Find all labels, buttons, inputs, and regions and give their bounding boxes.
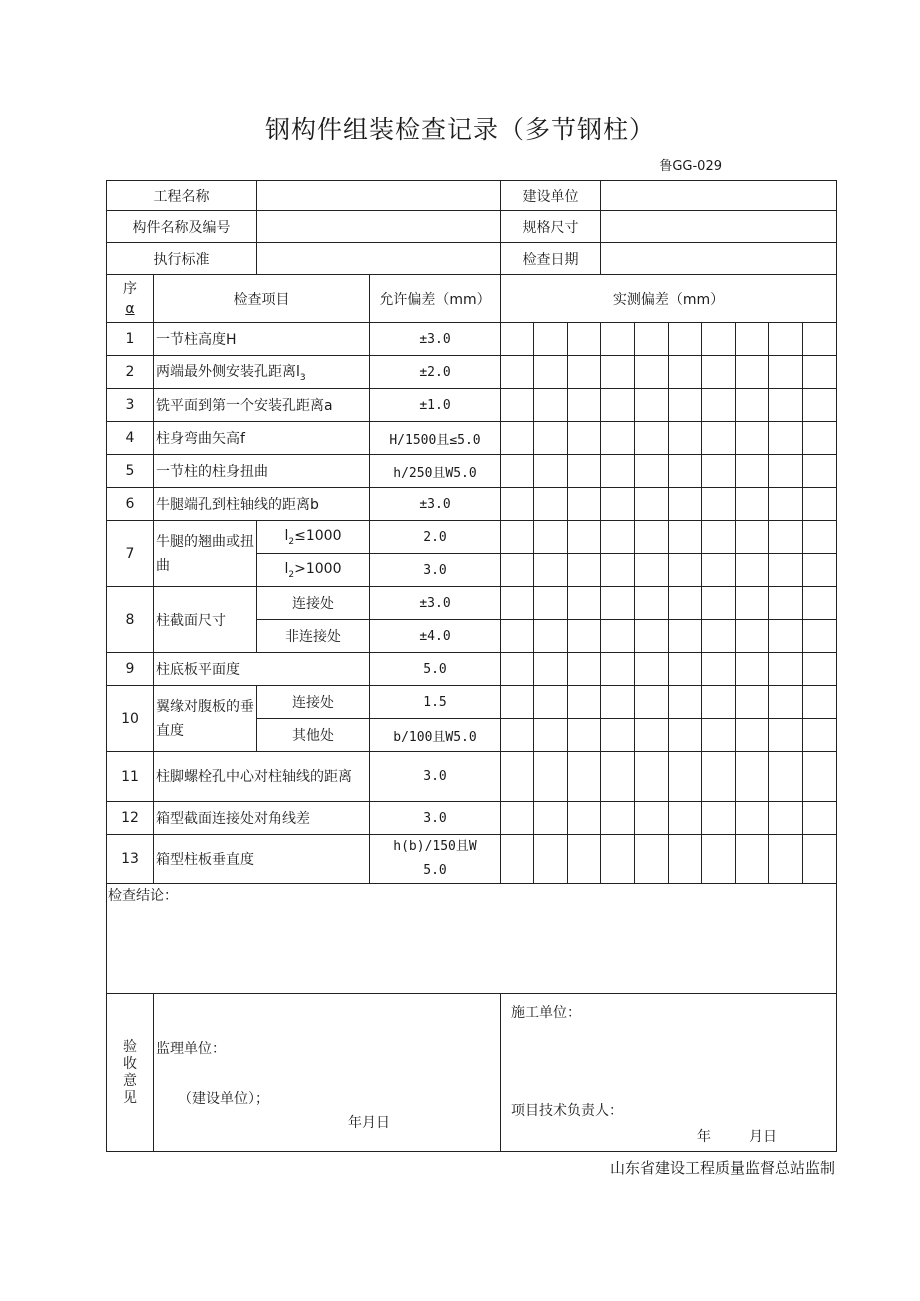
measure-cell[interactable] xyxy=(534,323,568,356)
supervisor-section[interactable] xyxy=(154,994,501,1152)
measure-cell[interactable] xyxy=(568,356,601,389)
row-item: 柱截面尺寸 xyxy=(154,587,257,653)
measure-cell[interactable] xyxy=(534,455,568,488)
measure-cell[interactable] xyxy=(769,455,803,488)
table-row xyxy=(107,752,837,802)
measure-cell[interactable] xyxy=(635,554,669,587)
measure-cell[interactable] xyxy=(601,323,635,356)
measure-cell[interactable] xyxy=(568,686,601,719)
measure-cell[interactable] xyxy=(534,488,568,521)
table-row xyxy=(107,521,837,554)
measure-cell[interactable] xyxy=(736,521,769,554)
contractor-date-year: 年 xyxy=(697,1129,711,1145)
form-code: 鲁GG-029 xyxy=(659,159,722,174)
table-row xyxy=(107,422,837,455)
row-number: 13 xyxy=(107,835,154,884)
page-title: 钢构件组装检查记录（多节钢柱） xyxy=(264,115,655,144)
row-number: 9 xyxy=(107,653,154,686)
measure-cell[interactable] xyxy=(769,422,803,455)
contractor-date-monthday: 月日 xyxy=(749,1129,777,1145)
table-row xyxy=(107,323,837,356)
measure-cell[interactable] xyxy=(601,835,635,884)
measure-cell[interactable] xyxy=(635,653,669,686)
measure-cell[interactable] xyxy=(534,752,568,802)
seq-header xyxy=(107,275,154,323)
row-item: 柱底板平面度 xyxy=(154,653,370,686)
measure-cell[interactable] xyxy=(635,455,669,488)
measure-cell[interactable] xyxy=(669,554,702,587)
project-name-value[interactable] xyxy=(257,181,501,211)
measure-cell[interactable] xyxy=(702,488,736,521)
table-row xyxy=(107,488,837,521)
measure-cell[interactable] xyxy=(501,554,534,587)
measure-cell[interactable] xyxy=(669,835,702,884)
row-subitem-subscript: 2 xyxy=(288,569,295,580)
table-row xyxy=(107,686,837,719)
row-number: 11 xyxy=(107,752,154,802)
measure-cell[interactable] xyxy=(736,488,769,521)
measure-cell[interactable] xyxy=(769,802,803,835)
measure-cell[interactable] xyxy=(501,620,534,653)
row-tolerance: ±3.0 xyxy=(370,488,501,521)
row-tolerance: ±4.0 xyxy=(370,620,501,653)
measure-cell[interactable] xyxy=(702,835,736,884)
measure-cell[interactable] xyxy=(568,455,601,488)
measure-cell[interactable] xyxy=(736,620,769,653)
row-tolerance: 2.0 xyxy=(370,521,501,554)
measure-cell[interactable] xyxy=(702,620,736,653)
measure-cell[interactable] xyxy=(568,389,601,422)
contractor-unit-label: 施工单位： xyxy=(511,1005,581,1021)
row-subitem: 连接处 xyxy=(257,587,370,620)
measure-cell[interactable] xyxy=(702,455,736,488)
row-tolerance: 3.0 xyxy=(370,554,501,587)
row-number: 12 xyxy=(107,802,154,835)
measure-cell[interactable] xyxy=(702,554,736,587)
measure-cell[interactable] xyxy=(803,752,837,802)
measure-cell[interactable] xyxy=(736,653,769,686)
measure-cell[interactable] xyxy=(669,455,702,488)
measure-cell[interactable] xyxy=(635,323,669,356)
measure-cell[interactable] xyxy=(501,719,534,752)
measure-cell[interactable] xyxy=(568,752,601,802)
measure-cell[interactable] xyxy=(534,719,568,752)
measure-cell[interactable] xyxy=(736,686,769,719)
row-item: 铣平面到第一个安装孔距离a xyxy=(154,389,370,422)
measure-cell[interactable] xyxy=(736,356,769,389)
measure-cell[interactable] xyxy=(501,356,534,389)
row-item-text: 两端最外侧安装孔距离l xyxy=(156,364,300,381)
builder-unit-paren-label: （建设单位）； xyxy=(178,1091,269,1107)
measure-cell[interactable] xyxy=(601,455,635,488)
measure-cell[interactable] xyxy=(803,455,837,488)
measure-cell[interactable] xyxy=(803,719,837,752)
measure-cell[interactable] xyxy=(702,752,736,802)
measured-header: 实测偏差（mm） xyxy=(501,275,837,323)
builder-unit-value[interactable] xyxy=(601,181,837,211)
row-tolerance xyxy=(370,835,501,884)
measure-cell[interactable] xyxy=(736,587,769,620)
measure-cell[interactable] xyxy=(769,686,803,719)
measure-cell[interactable] xyxy=(568,653,601,686)
measure-cell[interactable] xyxy=(669,521,702,554)
row-tolerance: 1.5 xyxy=(370,686,501,719)
measure-cell[interactable] xyxy=(501,455,534,488)
table-row xyxy=(107,587,837,620)
row-item: 柱脚螺栓孔中心对柱轴线的距离 xyxy=(154,752,370,802)
row-number: 7 xyxy=(107,521,154,587)
measure-cell[interactable] xyxy=(803,686,837,719)
measure-cell[interactable] xyxy=(568,521,601,554)
measure-cell[interactable] xyxy=(601,752,635,802)
measure-cell[interactable] xyxy=(534,835,568,884)
measure-cell[interactable] xyxy=(534,653,568,686)
measure-cell[interactable] xyxy=(702,802,736,835)
measure-cell[interactable] xyxy=(736,752,769,802)
measure-cell[interactable] xyxy=(635,356,669,389)
seq-header-bottom: α xyxy=(125,300,135,317)
measure-cell[interactable] xyxy=(534,422,568,455)
seq-header-top: 序 xyxy=(123,280,137,297)
measure-cell[interactable] xyxy=(635,686,669,719)
row-number: 10 xyxy=(107,686,154,752)
row-tolerance: h/250且W5.0 xyxy=(370,455,501,488)
measure-cell[interactable] xyxy=(803,835,837,884)
table-row xyxy=(107,455,837,488)
measure-cell[interactable] xyxy=(769,323,803,356)
component-name-value[interactable] xyxy=(257,211,501,243)
row-subitem: 非连接处 xyxy=(257,620,370,653)
measure-cell[interactable] xyxy=(568,802,601,835)
measure-cell[interactable] xyxy=(601,620,635,653)
row-subitem: 其他处 xyxy=(257,719,370,752)
measure-cell[interactable] xyxy=(736,455,769,488)
supervisor-date: 年月日 xyxy=(348,1115,390,1131)
conclusion-area[interactable] xyxy=(107,884,837,994)
measure-cell[interactable] xyxy=(736,323,769,356)
row-item: 牛腿端孔到柱轴线的距离b xyxy=(154,488,370,521)
measure-cell[interactable] xyxy=(534,521,568,554)
measure-cell[interactable] xyxy=(736,835,769,884)
row-subitem xyxy=(257,521,370,554)
row-number: 2 xyxy=(107,356,154,389)
row-subitem-post: >1000 xyxy=(294,560,342,577)
measure-cell[interactable] xyxy=(534,620,568,653)
row-tolerance: H/1500且≤5.0 xyxy=(370,422,501,455)
footer-issuer: 山东省建设工程质量监督总站监制 xyxy=(609,1159,835,1177)
row-number: 3 xyxy=(107,389,154,422)
measure-cell[interactable] xyxy=(635,802,669,835)
row-item: 箱型截面连接处对角线差 xyxy=(154,802,370,835)
measure-cell[interactable] xyxy=(635,752,669,802)
measure-cell[interactable] xyxy=(669,802,702,835)
measure-cell[interactable] xyxy=(702,686,736,719)
measure-cell[interactable] xyxy=(769,620,803,653)
builder-unit-label: 建设单位 xyxy=(501,181,601,211)
measure-cell[interactable] xyxy=(568,488,601,521)
measure-cell[interactable] xyxy=(769,719,803,752)
acceptance-label xyxy=(107,994,154,1152)
project-name-label: 工程名称 xyxy=(107,181,257,211)
measure-cell[interactable] xyxy=(568,587,601,620)
measure-cell[interactable] xyxy=(736,422,769,455)
row-item xyxy=(154,356,370,389)
row-item: 翼缘对腹板的垂直度 xyxy=(154,686,257,752)
row-tolerance-line2: 5.0 xyxy=(423,863,447,878)
row-tolerance: 3.0 xyxy=(370,802,501,835)
measure-cell[interactable] xyxy=(501,422,534,455)
row-item: 一节柱高度H xyxy=(154,323,370,356)
measure-cell[interactable] xyxy=(669,620,702,653)
row-item: 柱身弯曲矢高f xyxy=(154,422,370,455)
measure-cell[interactable] xyxy=(635,389,669,422)
table-row xyxy=(107,835,837,884)
measure-cell[interactable] xyxy=(534,554,568,587)
measure-cell[interactable] xyxy=(601,389,635,422)
supervisor-unit-label: 监理单位： xyxy=(156,1041,226,1057)
measure-cell[interactable] xyxy=(568,422,601,455)
measure-cell[interactable] xyxy=(702,422,736,455)
measure-cell[interactable] xyxy=(601,554,635,587)
row-subitem-post: ≤1000 xyxy=(294,527,342,544)
row-item: 箱型柱板垂直度 xyxy=(154,835,370,884)
inspection-date-label: 检查日期 xyxy=(501,243,601,275)
table-row xyxy=(107,653,837,686)
tolerance-header: 允许偏差（mm） xyxy=(370,275,501,323)
row-subitem-pre: l xyxy=(284,560,289,577)
measure-cell[interactable] xyxy=(501,323,534,356)
measure-cell[interactable] xyxy=(803,802,837,835)
measure-cell[interactable] xyxy=(568,554,601,587)
measure-cell[interactable] xyxy=(803,389,837,422)
measure-cell[interactable] xyxy=(501,653,534,686)
measure-cell[interactable] xyxy=(803,323,837,356)
measure-cell[interactable] xyxy=(501,752,534,802)
row-tolerance: ±3.0 xyxy=(370,323,501,356)
table-row xyxy=(107,356,837,389)
measure-cell[interactable] xyxy=(501,389,534,422)
measure-cell[interactable] xyxy=(702,719,736,752)
row-subitem: 连接处 xyxy=(257,686,370,719)
measure-cell[interactable] xyxy=(769,521,803,554)
measure-cell[interactable] xyxy=(803,422,837,455)
measure-cell[interactable] xyxy=(669,653,702,686)
measure-cell[interactable] xyxy=(803,521,837,554)
measure-cell[interactable] xyxy=(501,835,534,884)
measure-cell[interactable] xyxy=(568,323,601,356)
contractor-section[interactable] xyxy=(501,994,837,1152)
spec-size-value[interactable] xyxy=(601,211,837,243)
standard-value[interactable] xyxy=(257,243,501,275)
acceptance-char: 意 xyxy=(123,1072,137,1089)
measure-cell[interactable] xyxy=(702,587,736,620)
measure-cell[interactable] xyxy=(534,802,568,835)
measure-cell[interactable] xyxy=(534,389,568,422)
measure-cell[interactable] xyxy=(635,488,669,521)
measure-cell[interactable] xyxy=(803,488,837,521)
tech-lead-label: 项目技术负责人： xyxy=(511,1103,623,1119)
measure-cell[interactable] xyxy=(669,752,702,802)
measure-cell[interactable] xyxy=(601,521,635,554)
measure-cell[interactable] xyxy=(669,389,702,422)
measure-cell[interactable] xyxy=(568,620,601,653)
row-tolerance-line1: h(b)/150且W xyxy=(393,839,477,854)
measure-cell[interactable] xyxy=(501,802,534,835)
measure-cell[interactable] xyxy=(803,356,837,389)
row-item-subscript: 3 xyxy=(299,372,306,383)
measure-cell[interactable] xyxy=(601,802,635,835)
inspection-table xyxy=(106,180,837,1152)
measure-cell[interactable] xyxy=(534,587,568,620)
measure-cell[interactable] xyxy=(601,422,635,455)
item-header: 检查项目 xyxy=(154,275,370,323)
measure-cell[interactable] xyxy=(702,356,736,389)
row-number: 6 xyxy=(107,488,154,521)
measure-cell[interactable] xyxy=(736,802,769,835)
measure-cell[interactable] xyxy=(769,653,803,686)
row-subitem-subscript: 2 xyxy=(288,536,295,547)
measure-cell[interactable] xyxy=(669,686,702,719)
measure-cell[interactable] xyxy=(769,587,803,620)
row-item: 一节柱的柱身扭曲 xyxy=(154,455,370,488)
measure-cell[interactable] xyxy=(635,835,669,884)
measure-cell[interactable] xyxy=(635,521,669,554)
row-tolerance: b/100且W5.0 xyxy=(370,719,501,752)
row-number: 8 xyxy=(107,587,154,653)
measure-cell[interactable] xyxy=(568,719,601,752)
measure-cell[interactable] xyxy=(702,389,736,422)
row-tolerance: 5.0 xyxy=(370,653,501,686)
row-tolerance: ±2.0 xyxy=(370,356,501,389)
measure-cell[interactable] xyxy=(769,554,803,587)
measure-cell[interactable] xyxy=(769,488,803,521)
measure-cell[interactable] xyxy=(601,488,635,521)
measure-cell[interactable] xyxy=(501,488,534,521)
measure-cell[interactable] xyxy=(501,686,534,719)
measure-cell[interactable] xyxy=(635,620,669,653)
measure-cell[interactable] xyxy=(601,587,635,620)
component-name-label: 构件名称及编号 xyxy=(107,211,257,243)
measure-cell[interactable] xyxy=(501,587,534,620)
measure-cell[interactable] xyxy=(736,389,769,422)
measure-cell[interactable] xyxy=(601,356,635,389)
row-number: 5 xyxy=(107,455,154,488)
spec-size-label: 规格尺寸 xyxy=(501,211,601,243)
row-number: 1 xyxy=(107,323,154,356)
measure-cell[interactable] xyxy=(534,686,568,719)
measure-cell[interactable] xyxy=(601,653,635,686)
measure-cell[interactable] xyxy=(534,356,568,389)
measure-cell[interactable] xyxy=(702,521,736,554)
measure-cell[interactable] xyxy=(803,554,837,587)
measure-cell[interactable] xyxy=(736,554,769,587)
measure-cell[interactable] xyxy=(568,835,601,884)
measure-cell[interactable] xyxy=(669,587,702,620)
measure-cell[interactable] xyxy=(669,719,702,752)
measure-cell[interactable] xyxy=(669,323,702,356)
row-subitem xyxy=(257,554,370,587)
row-tolerance: 3.0 xyxy=(370,752,501,802)
acceptance-char: 验 xyxy=(123,1038,137,1055)
row-tolerance: ±3.0 xyxy=(370,587,501,620)
inspection-date-value[interactable] xyxy=(601,243,837,275)
measure-cell[interactable] xyxy=(769,835,803,884)
acceptance-char: 收 xyxy=(123,1055,137,1072)
acceptance-char: 见 xyxy=(123,1089,137,1106)
measure-cell[interactable] xyxy=(601,719,635,752)
measure-cell[interactable] xyxy=(635,719,669,752)
measure-cell[interactable] xyxy=(669,488,702,521)
measure-cell[interactable] xyxy=(635,422,669,455)
measure-cell[interactable] xyxy=(702,653,736,686)
measure-cell[interactable] xyxy=(669,356,702,389)
table-row xyxy=(107,389,837,422)
measure-cell[interactable] xyxy=(769,356,803,389)
measure-cell[interactable] xyxy=(669,422,702,455)
acceptance-label-text xyxy=(122,1039,138,1107)
measure-cell[interactable] xyxy=(501,521,534,554)
measure-cell[interactable] xyxy=(803,653,837,686)
row-tolerance: ±1.0 xyxy=(370,389,501,422)
measure-cell[interactable] xyxy=(803,620,837,653)
measure-cell[interactable] xyxy=(702,323,736,356)
measure-cell[interactable] xyxy=(635,587,669,620)
row-number: 4 xyxy=(107,422,154,455)
conclusion-label: 检查结论： xyxy=(108,888,178,904)
measure-cell[interactable] xyxy=(803,587,837,620)
measure-cell[interactable] xyxy=(601,686,635,719)
standard-label: 执行标准 xyxy=(107,243,257,275)
measure-cell[interactable] xyxy=(769,752,803,802)
row-item: 牛腿的翘曲或扭曲 xyxy=(154,521,257,587)
table-row xyxy=(107,802,837,835)
row-subitem-pre: l xyxy=(284,527,289,544)
measure-cell[interactable] xyxy=(769,389,803,422)
measure-cell[interactable] xyxy=(736,719,769,752)
